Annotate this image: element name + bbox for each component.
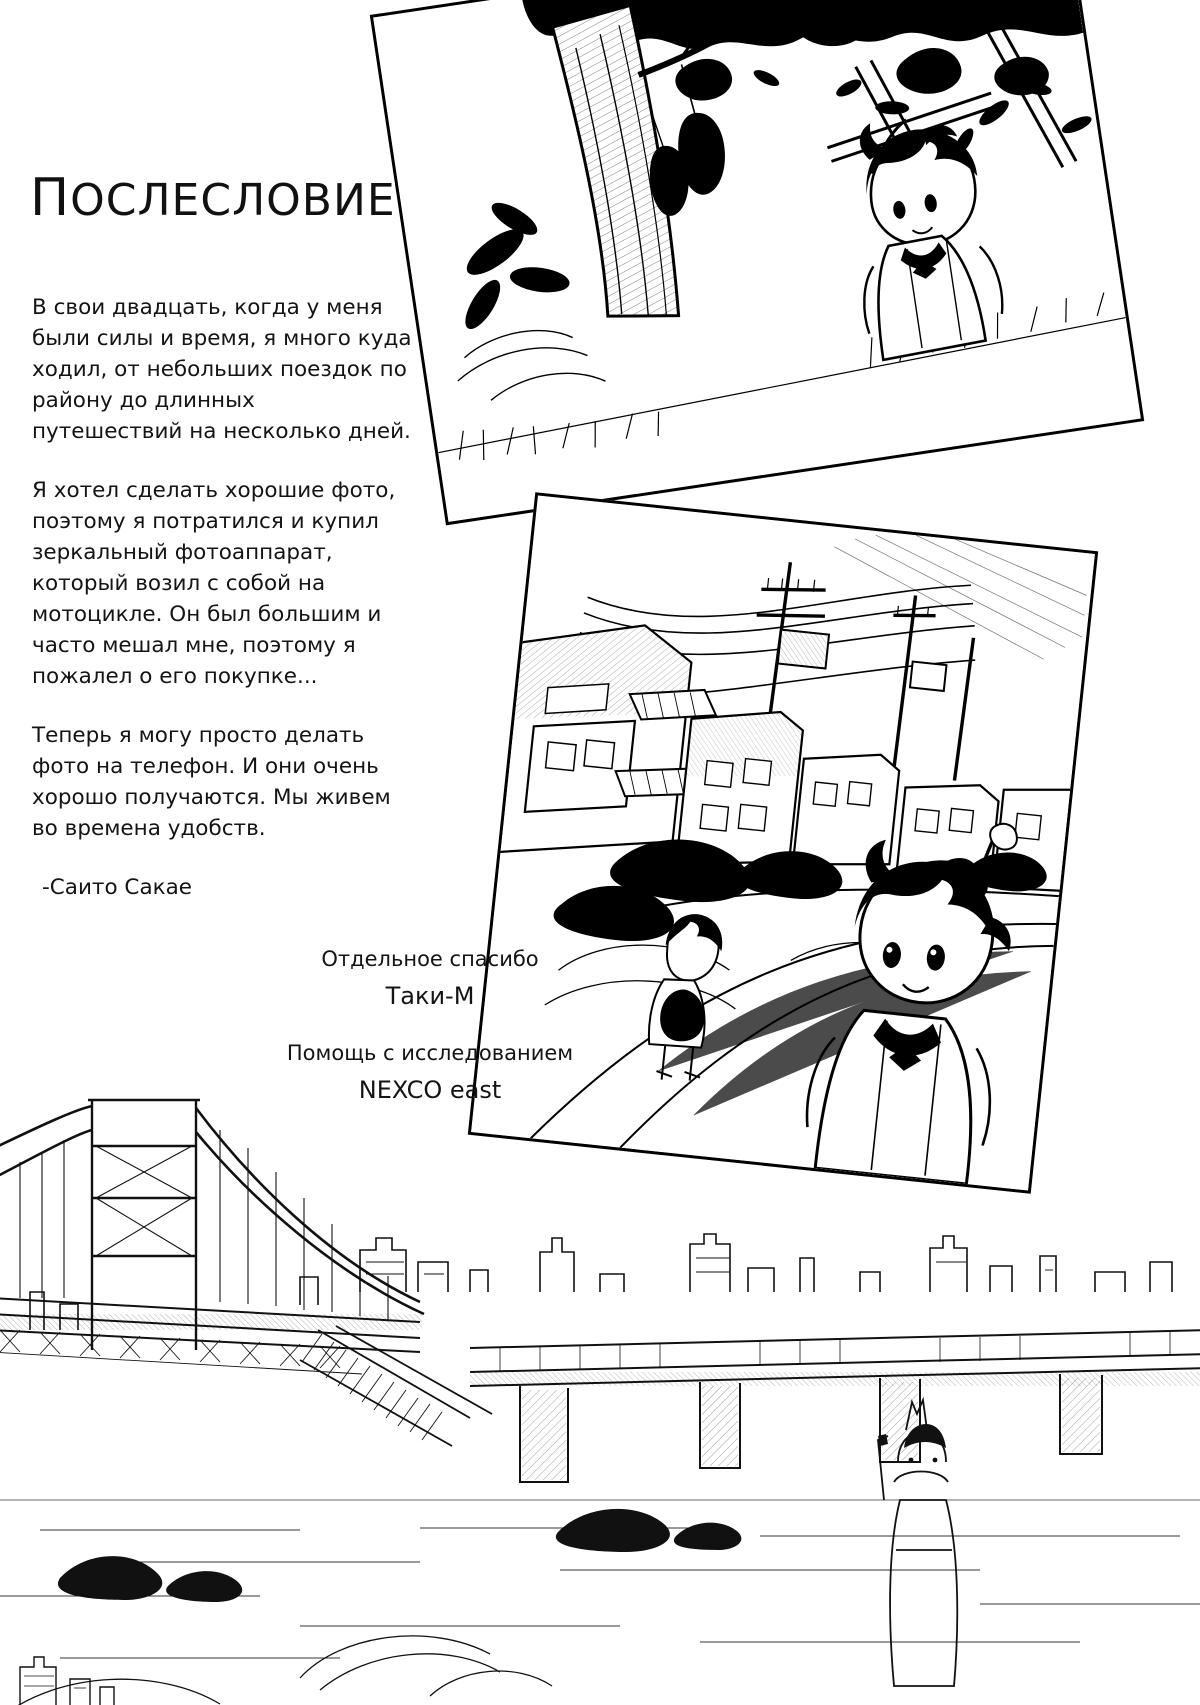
credit-value-research-help: NEXCO east — [358, 1076, 502, 1104]
paragraph-3: Теперь я могу просто делать фото на телефон. И они очень хорошо получаются. Мы живем во времена удобств. — [32, 723, 391, 841]
credits-block — [280, 945, 580, 1107]
page-title-rest: ОСЛЕСЛОВИЕ — [70, 175, 396, 226]
paragraph-2: Я хотел сделать хорошие фото, поэтому я потратился и купил зеркальный фотоаппарат, который возил с собой на мотоцикле. Он был большим и часто мешал мне, поэтому я пожалел о его покупке... — [32, 478, 396, 689]
page-title — [30, 168, 396, 228]
credit-value-special-thanks: Таки-М — [385, 982, 475, 1010]
credit-label-special-thanks: Отдельное спасибо — [321, 947, 539, 971]
afterword-body — [32, 292, 412, 903]
paragraph-1: В свои двадцать, когда у меня были силы и время, я много куда ходил, от небольших поездок по району до длинных путешествий на несколько дней. — [32, 295, 412, 444]
author-signature: -Саито Сакае — [42, 875, 193, 900]
credit-label-research-help: Помощь с исследованием — [286, 1041, 574, 1065]
manga-panel-top — [370, 0, 1145, 525]
page-title-initial: П — [30, 168, 71, 228]
